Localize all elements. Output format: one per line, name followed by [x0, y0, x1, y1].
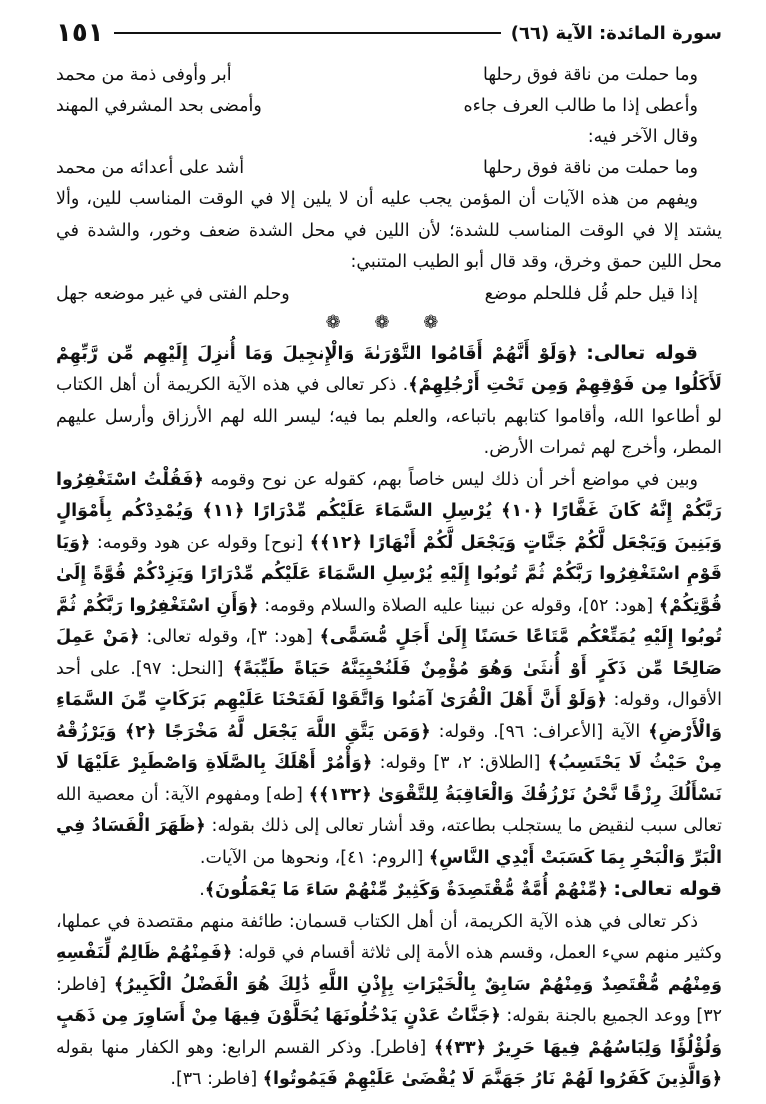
poem-hemistich-second: أبر وأوفى ذمة من محمد [56, 65, 232, 85]
intro-other-poet: وقال الآخر فيه: [587, 127, 698, 147]
header-rule [114, 32, 501, 34]
page-number: ١٥١ [56, 18, 104, 48]
commentary-text: . [199, 880, 205, 900]
quran-verse: ﴿مِّنْهُمْ أُمَّةٌ مُّقْتَصِدَةٌ وَكَثِيرٌ مِّنْهُمْ سَاءَ مَا يَعْمَلُونَ﴾ [204, 880, 608, 900]
poem-verse [56, 153, 722, 184]
quran-verse: ﴿وَأْمُرْ أَهْلَكَ بِالصَّلَاةِ وَاصْطَبِرْ عَلَيْهَا لَا نَسْأَلُكَ رِزْقًا نَّحْنُ نَرْزُقُكَ وَالْعَاقِبَةُ لِلتَّقْوَىٰ ﴿١٣٢﴾﴾ [56, 753, 722, 805]
quran-verse: ﴿مَنْ عَمِلَ صَالِحًا مِّن ذَكَرٍ أَوْ أُنثَىٰ وَهُوَ مُؤْمِنٌ فَلَنُحْيِيَنَّهُ حَيَاةً طَيِّبَةً﴾ [56, 627, 723, 679]
commentary-text: وبين في مواضع أخر أن ذلك ليس خاصاً بهم، كقوله عن نوح وقومه [203, 469, 698, 490]
quran-verse: ﴿وَالَّذِينَ كَفَرُوا لَهُمْ نَارُ جَهَنَّمَ لَا يُقْضَىٰ عَلَيْهِمْ فَيَمُوتُوا﴾ [262, 1069, 722, 1089]
commentary-text: الآية [الأعراف: ٩٦]. وقوله: [430, 721, 649, 742]
paragraph-other-places [56, 465, 722, 875]
commentary-text: [فاطر: ٣٦]. [170, 1069, 263, 1089]
section-verse-66 [56, 338, 722, 465]
poem-verse-mutanabbi [56, 279, 722, 310]
commentary-text: [النحل: ٩٧]. على أحد الأقوال، وقوله: [56, 658, 722, 710]
poem-hemistich-first: وما حملت من ناقة فوق رحلها [483, 65, 698, 85]
quran-verse: ﴿فَقُلْتُ اسْتَغْفِرُوا رَبَّكُمْ إِنَّهُ كَانَ غَفَّارًا ﴿١٠﴾ يُرْسِلِ السَّمَاءَ عَلَيْكُم مِّدْرَارًا ﴿١١﴾ وَيُمْدِدْكُم بِأَمْوَالٍ وَبَنِينَ وَيَجْعَل لَّكُمْ جَنَّاتٍ وَيَجْعَل لَّكُمْ أَنْهَارًا ﴿١٢﴾﴾ [56, 469, 723, 553]
quran-verse: ﴿وَمَن يَتَّقِ اللَّهَ يَجْعَل لَّهُ مَخْرَجًا ﴿٢﴾ وَيَرْزُقْهُ مِنْ حَيْثُ لَا يَحْتَسِبُ﴾ [56, 721, 722, 773]
section-verse-66b [56, 874, 722, 907]
commentary-text: [الروم: ٤١]، ونحوها من الآيات. [199, 847, 429, 868]
quran-verse: ﴿جَنَّاتُ عَدْنٍ يَدْخُلُونَهَا يُحَلَّوْنَ فِيهَا مِنْ أَسَاوِرَ مِن ذَهَبٍ وَلُؤْلُؤًا وَلِبَاسُهُمْ فِيهَا حَرِيرٌ ﴿٣٣﴾﴾ [56, 1006, 723, 1058]
quran-verse: ﴿وَأَنِ اسْتَغْفِرُوا رَبَّكُمْ ثُمَّ تُوبُوا إِلَيْهِ يُمَتِّعْكُم مَّتَاعًا حَسَنًا إِلَىٰ أَجَلٍ مُّسَمًّى﴾ [56, 595, 722, 647]
commentary-text: [هود: ٣]، وقوله تعالى: [139, 627, 320, 647]
quran-verse: ﴿وَلَوْ أَنَّهُمْ أَقَامُوا التَّوْرَىٰةَ وَالْإِنجِيلَ وَمَا أُنزِلَ إِلَيْهِم مِّن رَّبِّهِمْ لَأَكَلُوا مِن فَوْقِهِمْ وَمِن تَحْتِ أَرْجُلِهِمْ﴾ [56, 343, 722, 395]
commentary-text: [فاطر: ٣٢] ووعد الجميع بالجنة بقوله: [56, 974, 722, 1026]
quran-verse: ﴿وَيَا قَوْمِ اسْتَغْفِرُوا رَبَّكُمْ ثُمَّ تُوبُوا إِلَيْهِ يُرْسِلِ السَّمَاءَ عَلَيْكُم مِّدْرَارًا وَيَزِدْكُمْ قُوَّةً إِلَىٰ قُوَّتِكُمْ﴾ [56, 532, 722, 616]
page-header [56, 18, 722, 48]
commentary-text: ذكر تعالى في هذه الآية الكريمة، أن أهل الكتاب قسمان: طائفة منهم مقتصدة في عملها، وكثير منهم سيء العمل، وقسم هذه الأمة إلى ثلاثة أقسام في قوله: [56, 911, 722, 963]
commentary-text: [طه] ومفهوم الآية: أن معصية الله تعالى سبب لنقيض ما يستجلب بطاعته، وقد أشار تعالى إلى ذلك بقوله: [56, 784, 722, 836]
paragraph-two-groups [56, 907, 722, 1096]
poem-hemistich-second: وحلم الفتى في غير موضعه جهل [56, 283, 290, 304]
poem-verse [56, 91, 722, 122]
poem-hemistich-second: وأمضى بحد المشرفي المهند [56, 96, 262, 116]
section-lead: قوله تعالى: [586, 341, 698, 364]
poem-hemistich-first: وما حملت من ناقة فوق رحلها [483, 158, 698, 178]
quran-verse: ﴿فَمِنْهُمْ ظَالِمٌ لِّنَفْسِهِ وَمِنْهُم مُّقْتَصِدٌ وَمِنْهُمْ سَابِقٌ بِالْخَيْرَاتِ بِإِذْنِ اللَّهِ ذَٰلِكَ هُوَ الْفَضْلُ الْكَبِيرُ﴾ [56, 943, 722, 995]
poem-hemistich-second: أشد على أعدائه من محمد [56, 158, 245, 178]
surah-label: سورة المائدة: الآية (٦٦) [510, 22, 722, 44]
commentary-text: . ذكر تعالى في هذه الآية الكريمة أن أهل الكتاب لو أطاعوا الله، وأقاموا كتابهم باتباعه، والعلم بما فيه؛ ليسر الله لهم الأرزاق وأرسل عليهم المطر، وأخرج لهم ثمرات الأرض. [56, 375, 722, 458]
commentary-text: [الطلاق: ٢، ٣] وقوله: [372, 753, 548, 773]
commentary-text: [هود: ٥٢]، وقوله عن نبينا عليه الصلاة والسلام وقومه: [258, 595, 659, 616]
section-separator: ❁ ❁ ❁ [325, 311, 453, 333]
paragraph-understanding: ويفهم من هذه الآيات أن المؤمن يجب عليه أن لا يلين إلا في الوقت المناسب للين، وألا يشتد إلا في الوقت المناسب للشدة؛ لأن اللين في محل الشدة ضعف وخور، والشدة في محل اللين حمق وخرق، وقد قال أبو الطيب المتنبي: [56, 189, 722, 272]
quran-verse: ﴿وَلَوْ أَنَّ أَهْلَ الْقُرَىٰ آمَنُوا وَاتَّقَوْا لَفَتَحْنَا عَلَيْهِم بَرَكَاتٍ مِّنَ السَّمَاءِ وَالْأَرْضِ﴾ [56, 690, 723, 742]
quran-verse: ﴿ظَهَرَ الْفَسَادُ فِي الْبَرِّ وَالْبَحْرِ بِمَا كَسَبَتْ أَيْدِي النَّاسِ﴾ [56, 816, 722, 868]
poem-verse [56, 60, 722, 91]
commentary-text: [فاطر]. وذكر القسم الرابع: وهو الكفار منها بقوله [56, 1037, 434, 1058]
poem-hemistich-first: وأعطى إذا ما طالب العرف جاءه [463, 96, 698, 116]
commentary-text: [نوح] وقوله عن هود وقومه: [90, 532, 310, 553]
poem-hemistich-first: إذا قيل حلم قُل فللحلم موضع [484, 283, 698, 304]
section-lead: قوله تعالى: [613, 878, 722, 900]
